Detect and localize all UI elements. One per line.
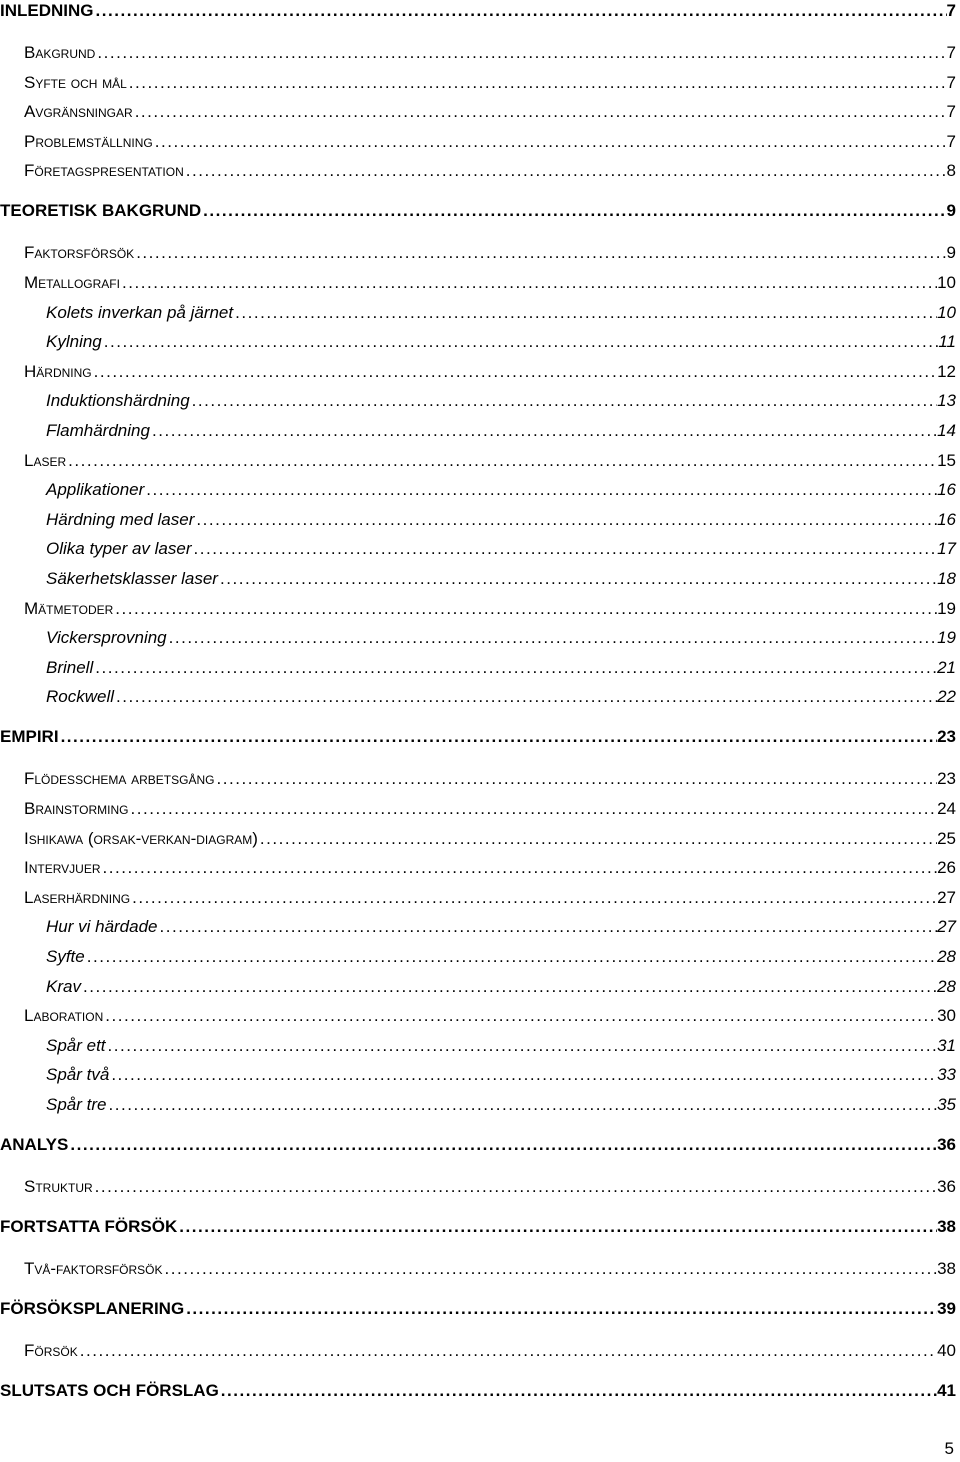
toc-entry-page: 27 <box>937 917 956 937</box>
toc-dot-leader <box>153 131 947 153</box>
toc-entry-label: Olika typer av laser <box>46 539 192 559</box>
toc-entry[interactable] <box>0 158 956 182</box>
toc-entry-label: Spår två <box>46 1065 110 1085</box>
toc-dot-leader <box>233 302 937 324</box>
toc-dot-leader <box>106 1094 937 1116</box>
toc-entry[interactable] <box>0 796 956 820</box>
toc-entry-label: Mätmetoder <box>24 598 114 618</box>
toc-entry-label: Spår ett <box>46 1035 106 1055</box>
toc-dot-leader <box>258 828 937 850</box>
toc-entry-page: 36 <box>937 1177 956 1196</box>
toc-dot-leader <box>103 1005 937 1027</box>
toc-entry[interactable] <box>0 944 956 968</box>
toc-dot-leader <box>218 568 937 590</box>
toc-entry[interactable] <box>0 388 956 412</box>
toc-entry[interactable] <box>0 329 956 353</box>
toc-entry-page: 40 <box>937 1341 956 1360</box>
toc-entry-label: FÖRSÖKSPLANERING <box>0 1299 185 1318</box>
toc-entry-label: Avgränsningar <box>24 102 133 122</box>
toc-entry-label: Kolets inverkan på järnet <box>46 302 234 322</box>
toc-entry[interactable] <box>0 684 956 708</box>
toc-dot-leader <box>66 450 937 472</box>
toc-entry-label: TEORETISK BAKGRUND <box>0 201 202 221</box>
toc-entry[interactable] <box>0 766 956 790</box>
toc-entry-page: 7 <box>946 102 956 122</box>
toc-entry-page: 35 <box>937 1095 956 1114</box>
toc-entry-page: 16 <box>937 480 956 500</box>
toc-entry-page: 7 <box>946 1 956 20</box>
toc-entry[interactable] <box>0 855 956 879</box>
toc-entry[interactable] <box>0 40 956 64</box>
toc-entry-label: Faktorsförsök <box>24 243 135 263</box>
toc-dot-leader <box>201 200 946 222</box>
toc-entry-page: 11 <box>938 332 956 352</box>
toc-entry-page: 10 <box>937 273 956 292</box>
toc-entry-page: 36 <box>937 1135 956 1154</box>
toc-entry[interactable] <box>0 566 956 590</box>
toc-dot-leader <box>81 976 937 998</box>
toc-entry[interactable] <box>0 655 956 679</box>
toc-dot-leader <box>59 726 938 748</box>
toc-dot-leader <box>109 1064 937 1086</box>
toc-entry[interactable] <box>0 300 956 324</box>
toc-entry-label: Säkerhetsklasser laser <box>46 569 218 588</box>
toc-entry-page: 10 <box>937 302 956 322</box>
toc-dot-leader <box>219 1380 937 1402</box>
toc-dot-leader <box>194 509 937 531</box>
toc-entry-page: 13 <box>937 391 956 411</box>
toc-entry-label: Laser <box>24 450 67 470</box>
toc-entry[interactable] <box>0 1062 956 1086</box>
toc-dot-leader <box>134 242 946 264</box>
toc-entry-label: Intervjuer <box>24 858 101 878</box>
toc-entry-label: Problemställning <box>24 131 153 151</box>
toc-dot-leader <box>163 1258 938 1280</box>
toc-entry[interactable] <box>0 1378 956 1402</box>
toc-dot-leader <box>184 160 947 182</box>
toc-dot-leader <box>93 1176 937 1198</box>
toc-entry-page: 41 <box>937 1381 956 1400</box>
toc-entry-label: Flödesschema arbetsgång <box>24 769 215 789</box>
toc-entry-page: 9 <box>946 243 956 263</box>
toc-entry-label: Kylning <box>46 332 102 352</box>
toc-dot-leader <box>214 768 937 790</box>
toc-dot-leader <box>95 42 946 64</box>
toc-entry[interactable] <box>0 1256 956 1280</box>
toc-entry-label: Bakgrund <box>24 43 96 62</box>
toc-dot-leader <box>106 1035 938 1057</box>
toc-entry-label: Rockwell <box>46 687 115 707</box>
toc-entry-page: 24 <box>937 799 956 818</box>
toc-dot-leader <box>68 1134 937 1156</box>
toc-entry-page: 38 <box>937 1217 956 1236</box>
toc-entry-page: 33 <box>937 1065 956 1085</box>
toc-entry-page: 7 <box>946 131 956 151</box>
toc-entry[interactable] <box>0 1296 956 1320</box>
toc-entry[interactable] <box>0 1174 956 1198</box>
toc-entry[interactable] <box>0 1338 956 1362</box>
toc-entry-label: Vickersprovning <box>46 628 167 648</box>
toc-entry[interactable] <box>0 1033 956 1057</box>
toc-entry-page: 8 <box>946 161 956 181</box>
toc-entry[interactable] <box>0 0 956 22</box>
toc-entry-page: 17 <box>937 539 956 559</box>
toc-entry-label: Induktionshärdning <box>46 391 190 411</box>
toc-dot-leader <box>177 1216 937 1238</box>
toc-entry[interactable] <box>0 198 956 222</box>
toc-entry[interactable] <box>0 1092 956 1116</box>
toc-entry-label: EMPIRI <box>0 727 59 747</box>
toc-dot-leader <box>101 857 938 879</box>
toc-entry-page: 26 <box>937 858 956 878</box>
toc-entry-label: ANALYS <box>0 1135 69 1154</box>
toc-entry-page: 27 <box>937 887 956 907</box>
toc-dot-leader <box>78 1340 937 1362</box>
toc-entry-page: 19 <box>937 628 956 648</box>
toc-entry[interactable] <box>0 70 956 94</box>
toc-entry[interactable] <box>0 885 956 909</box>
toc-entry-label: Spår tre <box>46 1095 107 1114</box>
toc-entry-page: 19 <box>937 598 956 618</box>
toc-dot-leader <box>85 946 937 968</box>
toc-entry-label: Syfte <box>46 947 85 966</box>
toc-entry[interactable] <box>0 129 956 153</box>
toc-entry[interactable] <box>0 507 956 531</box>
toc-dot-leader <box>184 1298 937 1320</box>
toc-entry-label: Hur vi härdade <box>46 917 158 937</box>
toc-entry-page: 25 <box>937 828 956 848</box>
toc-entry[interactable] <box>0 270 956 294</box>
toc-dot-leader <box>144 479 937 501</box>
toc-entry-label: Applikationer <box>46 480 145 500</box>
toc-entry[interactable] <box>0 1214 956 1238</box>
toc-entry-page: 31 <box>937 1035 956 1055</box>
toc-dot-leader <box>130 887 937 909</box>
toc-entry-page: 23 <box>937 769 956 789</box>
toc-entry-page: 38 <box>937 1259 956 1278</box>
toc-entry-label: Härdning <box>24 361 92 381</box>
toc-entry-label: SLUTSATS OCH FÖRSLAG <box>0 1381 219 1400</box>
toc-entry-label: Struktur <box>24 1177 93 1196</box>
toc-entry-label: Ishikawa (orsak-verkan-diagram) <box>24 828 258 848</box>
toc-entry-label: Metallografi <box>24 273 120 292</box>
toc-dot-leader <box>133 101 947 123</box>
toc-entry-label: Brinell <box>46 657 94 677</box>
toc-dot-leader <box>167 627 937 649</box>
toc-entry-label: Försök <box>24 1341 78 1360</box>
toc-dot-leader <box>150 420 937 442</box>
toc-entry[interactable] <box>0 448 956 472</box>
toc-dot-leader <box>120 272 937 294</box>
toc-entry-label: FORTSATTA FÖRSÖK <box>0 1217 178 1236</box>
toc-dot-leader <box>93 657 937 679</box>
toc-dot-leader <box>128 798 937 820</box>
toc-dot-leader <box>127 72 947 94</box>
toc-entry[interactable] <box>0 240 956 264</box>
toc-entry-label: Krav <box>46 976 81 996</box>
toc-dot-leader <box>113 598 937 620</box>
toc-entry[interactable] <box>0 914 956 938</box>
toc-entry-page: 21 <box>937 657 956 677</box>
toc-dot-leader <box>102 331 939 353</box>
toc-dot-leader <box>114 686 937 708</box>
toc-dot-leader <box>190 390 937 412</box>
toc-entry[interactable] <box>0 625 956 649</box>
toc-entry[interactable] <box>0 974 956 998</box>
toc-entry-page: 15 <box>937 450 956 470</box>
toc-entry[interactable] <box>0 99 956 123</box>
toc-entry-label: Företagspresentation <box>24 161 184 181</box>
toc-entry-label: Syfte och mål <box>24 72 127 92</box>
toc-entry-page: 23 <box>937 727 956 747</box>
toc-entry-page: 14 <box>937 421 956 440</box>
toc-entry[interactable] <box>0 418 956 442</box>
toc-entry-label: INLEDNING <box>0 1 94 20</box>
toc-entry[interactable] <box>0 477 956 501</box>
toc-entry[interactable] <box>0 536 956 560</box>
toc-entry-page: 12 <box>937 361 956 381</box>
toc-entry[interactable] <box>0 826 956 850</box>
page-number: 5 <box>944 1439 954 1458</box>
toc-entry-page: 7 <box>946 43 956 62</box>
toc-entry[interactable] <box>0 596 956 620</box>
toc-dot-leader <box>158 916 938 938</box>
toc-entry-label: Laboration <box>24 1006 104 1026</box>
toc-entry-page: 28 <box>937 947 956 966</box>
toc-entry-label: Flamhärdning <box>46 421 150 440</box>
toc-entry-label: Laserhärdning <box>24 887 131 907</box>
toc-entry-page: 18 <box>937 569 956 588</box>
toc-dot-leader <box>94 0 947 22</box>
toc-dot-leader <box>92 361 937 383</box>
toc-entry-page: 22 <box>937 687 956 707</box>
toc-entry[interactable] <box>0 1132 956 1156</box>
toc-entry-label: Två-faktorsförsök <box>24 1259 163 1278</box>
toc-entry-page: 9 <box>946 201 956 221</box>
toc-dot-leader <box>192 538 938 560</box>
toc-entry[interactable] <box>0 359 956 383</box>
toc-entry-label: Härdning med laser <box>46 509 195 529</box>
toc-entry-page: 16 <box>937 509 956 529</box>
toc-entry-page: 30 <box>937 1006 956 1026</box>
toc-entry[interactable] <box>0 1003 956 1027</box>
toc-entry-label: Brainstorming <box>24 799 129 818</box>
toc-entry[interactable] <box>0 724 956 748</box>
toc-entry-page: 7 <box>946 72 956 92</box>
toc-entry-page: 39 <box>937 1299 956 1318</box>
toc-entry-page: 28 <box>937 976 956 996</box>
